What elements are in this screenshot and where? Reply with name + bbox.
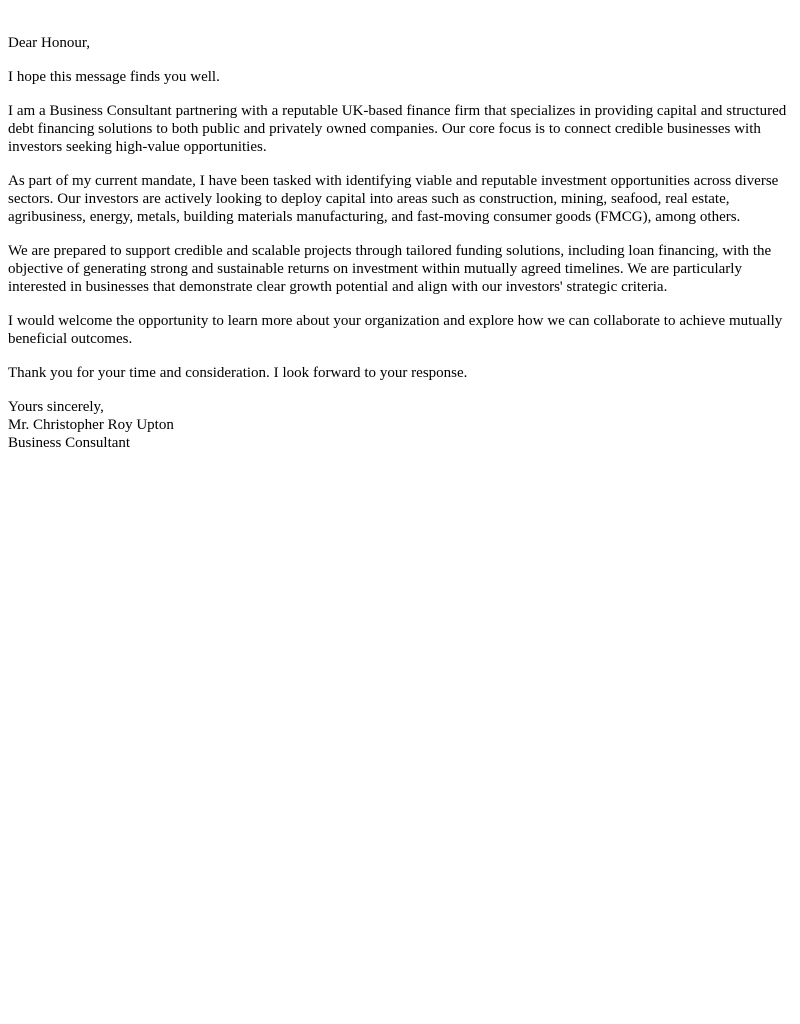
signature-closing: Yours sincerely, xyxy=(8,399,104,415)
signature-name: Mr. Christopher Roy Upton xyxy=(8,417,174,433)
paragraph-closing-thanks: Thank you for your time and consideration. I look forward to your response. xyxy=(8,365,468,381)
paragraph-mandate: As part of my current mandate, I have been tasked with identifying viable and reputable investment opportunities across diverse sectors. Our investors are actively looking to deploy capital into areas such as construction, mining, seafood, real estate, agribusiness, energy, metals, building materials manufacturing, and fast-moving consumer goods (FMCG), among others. xyxy=(8,173,779,225)
paragraph-funding-offer: We are prepared to support credible and scalable projects through tailored funding solutions, including loan financing, with the objective of generating strong and sustainable returns on investment within mutually agreed timelines. We are particularly interested in businesses that demonstrate clear growth potential and align with our investors' strategic criteria. xyxy=(8,243,772,295)
signature-block xyxy=(8,398,790,452)
salutation: Dear Honour, xyxy=(8,35,90,51)
paragraph-introduction: I am a Business Consultant partnering with a reputable UK-based finance firm that specializes in providing capital and structured debt financing solutions to both public and privately owned companies. Our core focus is to connect credible businesses with investors seeking high-value opportunities. xyxy=(8,103,787,155)
letter-body xyxy=(8,34,790,452)
paragraph-call-to-action: I would welcome the opportunity to learn more about your organization and explore how we can collaborate to achieve mutually beneficial outcomes. xyxy=(8,313,783,347)
paragraph-greeting: I hope this message finds you well. xyxy=(8,69,220,85)
signature-title: Business Consultant xyxy=(8,435,131,451)
